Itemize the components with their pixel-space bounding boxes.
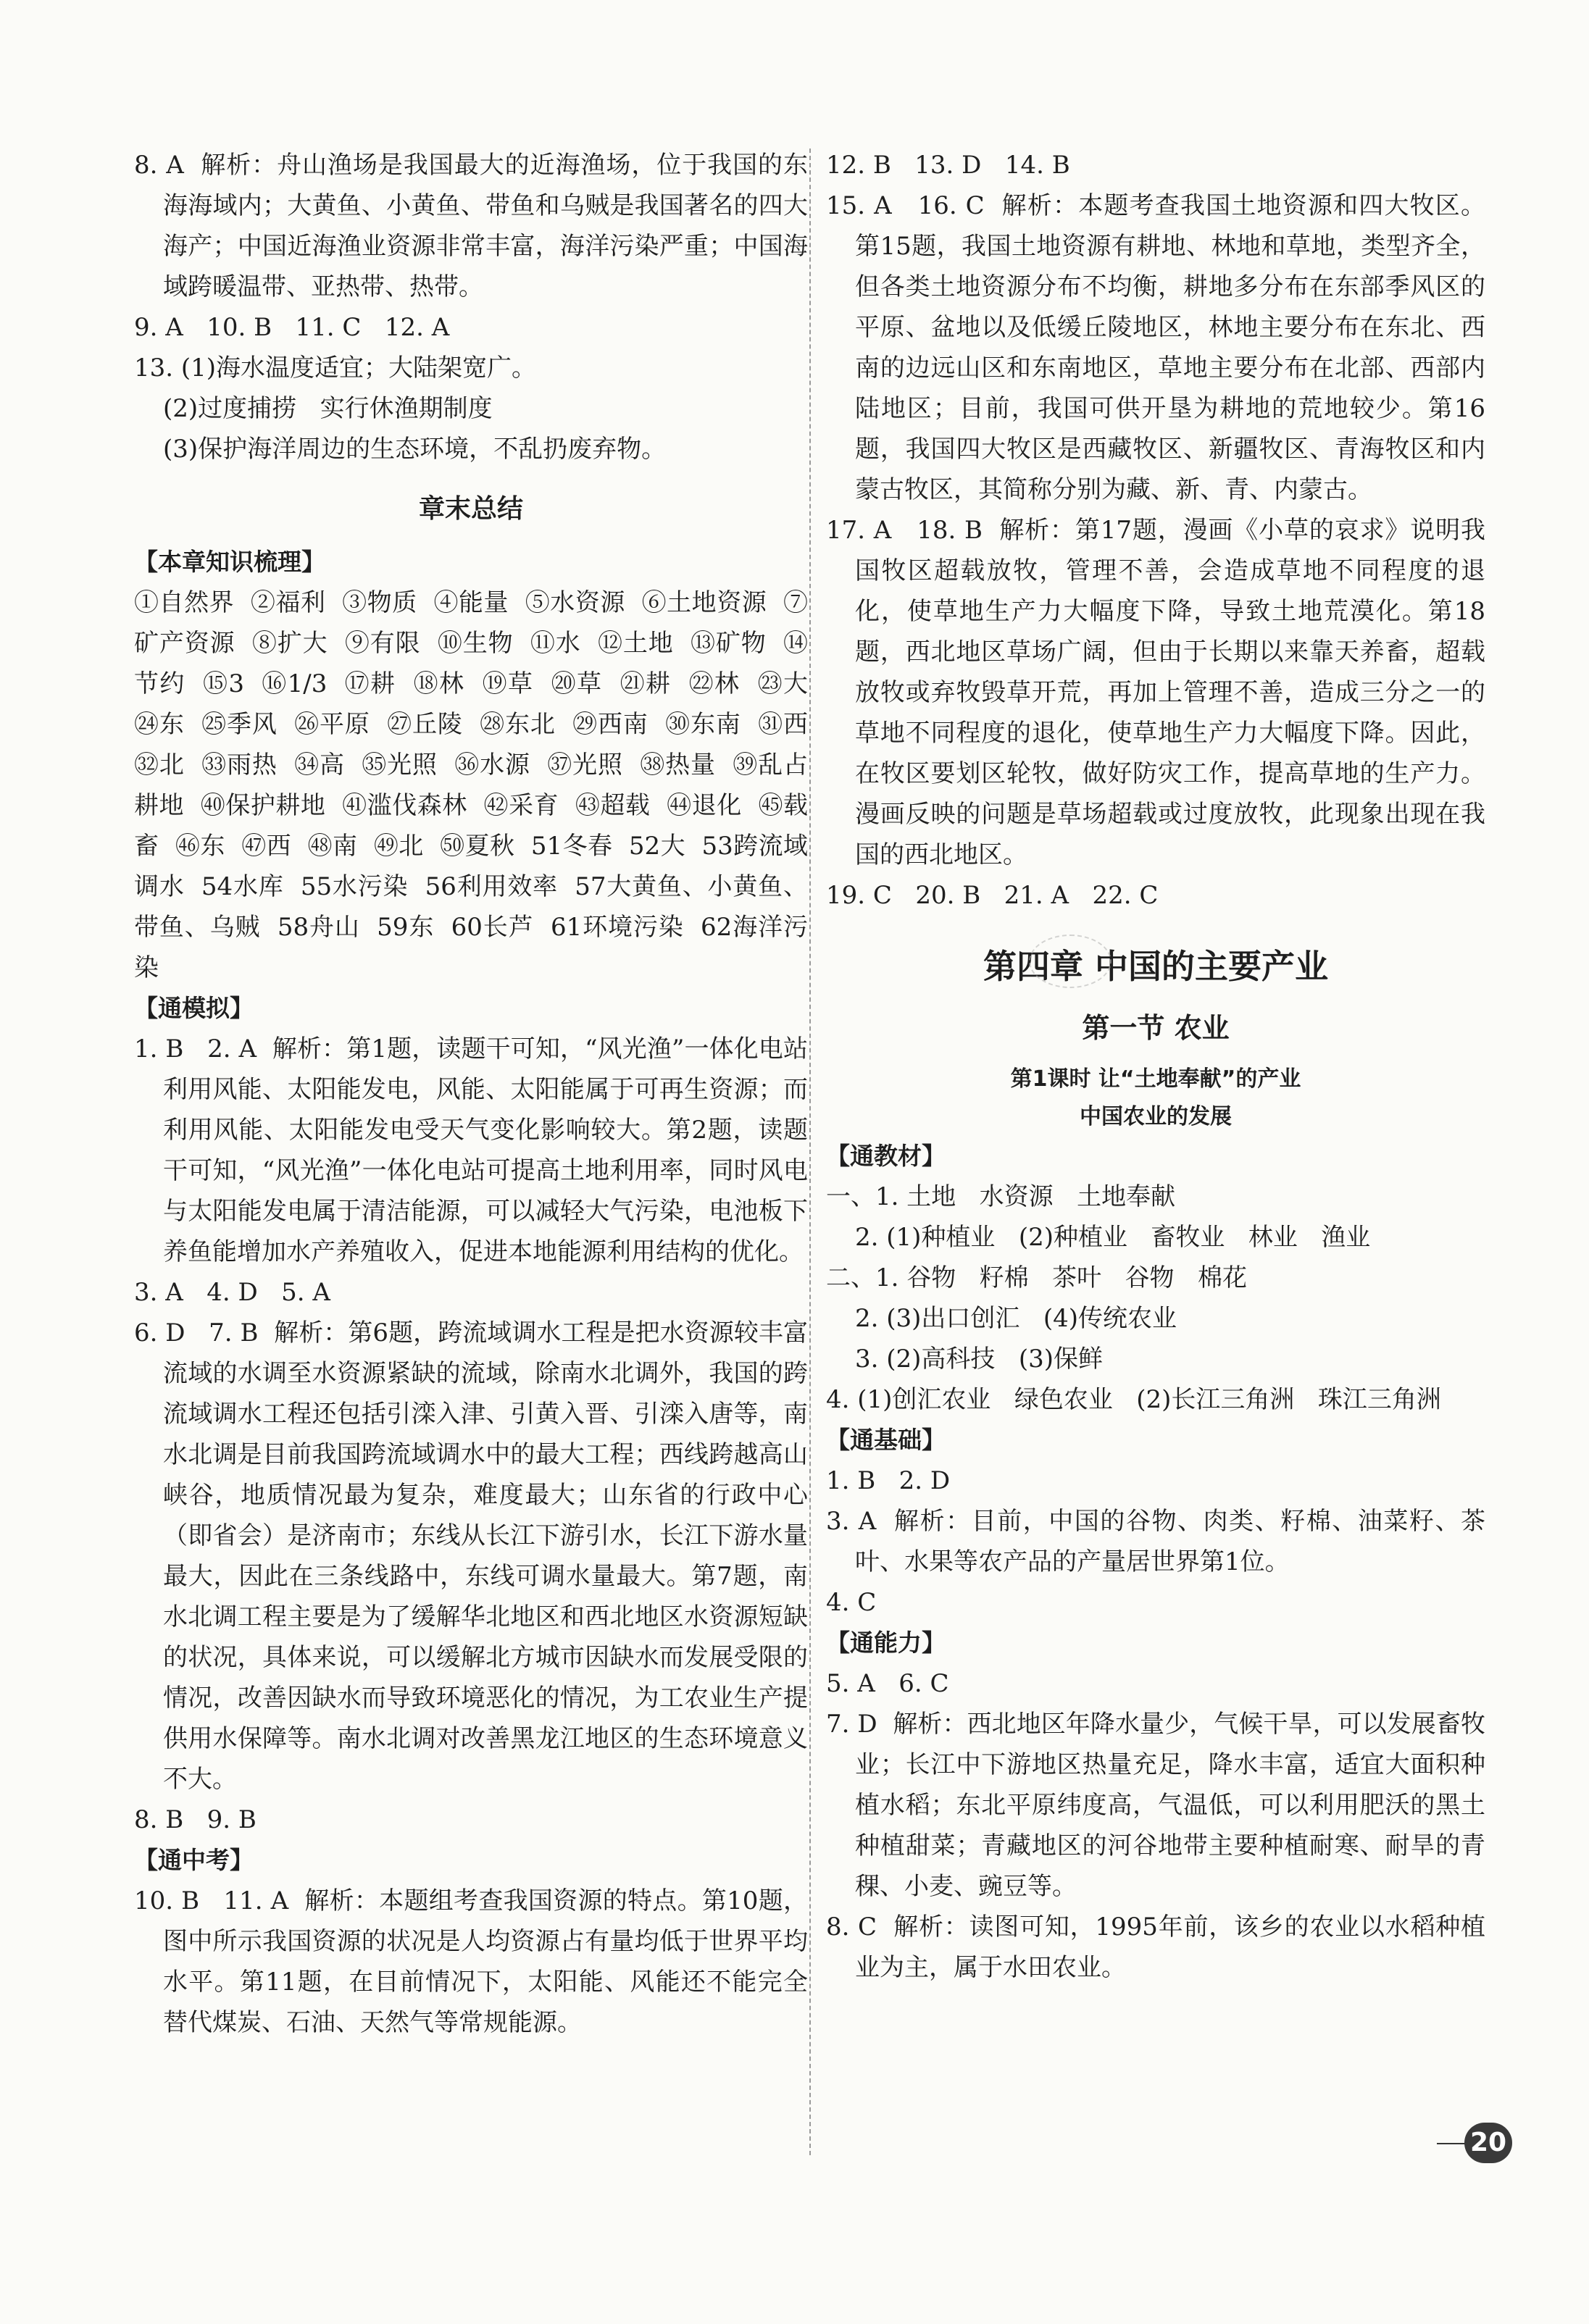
right-block-4: 第四章 中国的主要产业 — [983, 947, 1328, 986]
left-block-14: 10. B 11. A 解析：本题组考查我国资源的特点。第10题，图中所示我国资源的状况是人均资源占有量均低于世界平均水平。第11题，在目前情况下，太阳能、风能还不能完全替代煤炭、石油、天然气等常规能源。 — [134, 1886, 808, 2037]
left-column — [134, 145, 824, 2043]
right-column — [826, 145, 1485, 1988]
right-block-20: 5. A 6. C — [826, 1669, 949, 1698]
right-block-22: 8. C 解析：读图可知，1995年前，该乡的农业以水稻种植业为主，属于水田农业。 — [826, 1913, 1485, 1982]
right-block-1: 15. A 16. C 解析：本题考查我国土地资源和四大牧区。第15题，我国土地资源有耕地、林地和草地，类型齐全，但各类土地资源分布不均衡，耕地多分布在东部季风区的平原、盆地以及低缓丘陵地区，林地主要分布在东北、西南的边远山区和东南地区，草地主要分布在北部、西部内陆地区；目前，我国可供开垦为耕地的荒地较少。第16题，我国四大牧区是西藏牧区、新疆牧区、青海牧区和内蒙古牧区，其简称分别为藏、新、青、内蒙古。 — [826, 191, 1485, 504]
page-number-badge — [1437, 2121, 1517, 2165]
left-block-6: 【本章知识梳理】 — [134, 548, 325, 576]
right-block-2: 17. A 18. B 解析：第17题，漫画《小草的哀求》说明我国牧区超载放牧，管理不善，会造成草地不同程度的退化，使草地生产力大幅度下降，导致土地荒漠化。第18题，西北地区草场广阔，但由于长期以来靠天养畜，超载放牧或弃牧毁草开荒，再加上管理不善，造成三分之一的草地不同程度的退化，使草地生产力大幅度下降。因此，在牧区要划区轮牧，做好防灾工作，提高草地的生产力。漫画反映的问题是草场超载或过度放牧，此现象出现在我国的西北地区。 — [826, 516, 1485, 869]
right-block-6: 第1课时 让“土地奉献”的产业 — [1010, 1066, 1301, 1092]
left-block-4: (3)保护海洋周边的生态环境，不乱扔废弃物。 — [163, 435, 667, 464]
left-block-1: 9. A 10. B 11. C 12. A — [134, 313, 450, 342]
right-block-17: 3. A 解析：目前，中国的谷物、肉类、籽棉、油菜籽、茶叶、水果等农产品的产量居世界第1位。 — [826, 1507, 1485, 1576]
right-block-7: 中国农业的发展 — [1080, 1104, 1232, 1129]
right-block-3: 19. C 20. B 21. A 22. C — [826, 881, 1159, 910]
left-block-12: 8. B 9. B — [134, 1805, 257, 1834]
right-block-11: 二、1. 谷物 籽棉 茶叶 谷物 棉花 — [826, 1263, 1247, 1292]
right-block-5: 第一节 农业 — [1082, 1012, 1230, 1044]
right-block-14: 4. (1)创汇农业 绿色农业 (2)长江三角洲 珠江三角洲 — [826, 1385, 1441, 1414]
right-block-9: 一、1. 土地 水资源 土地奉献 — [826, 1182, 1176, 1211]
left-block-13: 【通中考】 — [134, 1846, 254, 1874]
right-block-12: 2. (3)出口创汇 (4)传统农业 — [855, 1304, 1177, 1333]
left-block-2: 13. (1)海水温度适宜；大陆架宽广。 — [134, 354, 537, 383]
watermark-stamp — [1029, 935, 1112, 988]
right-block-16: 1. B 2. D — [826, 1466, 951, 1495]
left-block-0: 8. A 解析：舟山渔场是我国最大的近海渔场，位于我国的东海海域内；大黄鱼、小黄鱼、带鱼和乌贼是我国著名的四大海产；中国近海渔业资源非常丰富，海洋污染严重；中国海域跨暖温带、亚热带、热带。 — [134, 151, 808, 301]
right-block-0: 12. B 13. D 14. B — [826, 151, 1070, 180]
right-block-13: 3. (2)高科技 (3)保鲜 — [855, 1345, 1103, 1374]
left-block-7: ①自然界 ②福利 ③物质 ④能量 ⑤水资源 ⑥土地资源 ⑦矿产资源 ⑧扩大 ⑨有限 ⑩生物 ⑪水 ⑫土地 ⑬矿物 ⑭节约 ⑮3 ⑯1/3 ⑰耕 ⑱林 ⑲草 ⑳草 ㉑耕 ㉒林 ㉓大 ㉔东 ㉕季风 ㉖平原 ㉗丘陵 ㉘东北 ㉙西南 ㉚东南 ㉛西 ㉜北 ㉝雨热 ㉞高 ㉟光照 ㊱水源 ㊲光照 ㊳热量 ㊴乱占耕地 ㊵保护耕地 ㊶滥伐森林 ㊷采育 ㊸超载 ㊹退化 ㊺载畜 ㊻东 ㊼西 ㊽南 ㊾北 ㊿夏秋 51冬春 52大 53跨流域调水 54水库 55水污染 56利用效率 57大黄鱼、小黄鱼、带鱼、乌贼 58舟山 59东 60长芦 61环境污染 62海洋污染 — [134, 588, 824, 982]
left-block-5: 章末总结 — [418, 494, 523, 524]
left-block-10: 3. A 4. D 5. A — [134, 1278, 330, 1307]
right-block-19: 【通能力】 — [826, 1629, 946, 1657]
right-block-21: 7. D 解析：西北地区年降水量少，气候干旱，可以发展畜牧业；长江中下游地区热量充足，降水丰富，适宜大面积种植水稻；东北平原纬度高，气温低，可以利用肥沃的黑土种植甜菜；青藏地区的河谷地带主要种植耐寒、耐旱的青稞、小麦、豌豆等。 — [826, 1710, 1485, 1901]
column-divider — [809, 149, 811, 2155]
right-block-15: 【通基础】 — [826, 1426, 946, 1454]
right-block-10: 2. (1)种植业 (2)种植业 畜牧业 林业 渔业 — [855, 1223, 1371, 1252]
left-block-9: 1. B 2. A 解析：第1题，读题干可知，“风光渔”一体化电站利用风能、太阳能发电，风能、太阳能属于可再生资源；而利用风能、太阳能发电受天气变化影响较大。第2题，读题干可知，“风光渔”一体化电站可提高土地利用率，同时风电与太阳能发电属于清洁能源，可以减轻大气污染，电池板下养鱼能增加水产养殖收入，促进本地能源利用结构的优化。 — [134, 1034, 808, 1266]
left-block-11: 6. D 7. B 解析：第6题，跨流域调水工程是把水资源较丰富流域的水调至水资源紧缺的流域，除南水北调外，我国的跨流域调水工程还包括引滦入津、引黄入晋、引滦入唐等，南水北调是目前我国跨流域调水中的最大工程；西线跨越高山峡谷，地质情况最为复杂，难度最大；山东省的行政中心（即省会）是济南市；东线从长江下游引水，长江下游水量最大，因此在三条线路中，东线可调水量最大。第7题，南水北调工程主要是为了缓解华北地区和西北地区水资源短缺的状况，具体来说，可以缓解北方城市因缺水而发展受限的情况，改善因缺水而导致环境恶化的情况，为工农业生产提供用水保障等。南水北调对改善黑龙江地区的生态环境意义不大。 — [134, 1318, 808, 1794]
page-number: 20 — [1464, 2123, 1512, 2163]
left-block-3: (2)过度捕捞 实行休渔期制度 — [163, 394, 493, 423]
right-block-18: 4. C — [826, 1588, 877, 1617]
left-block-8: 【通模拟】 — [134, 994, 254, 1022]
right-block-8: 【通教材】 — [826, 1142, 946, 1170]
page-number-rule — [1437, 2143, 1466, 2144]
